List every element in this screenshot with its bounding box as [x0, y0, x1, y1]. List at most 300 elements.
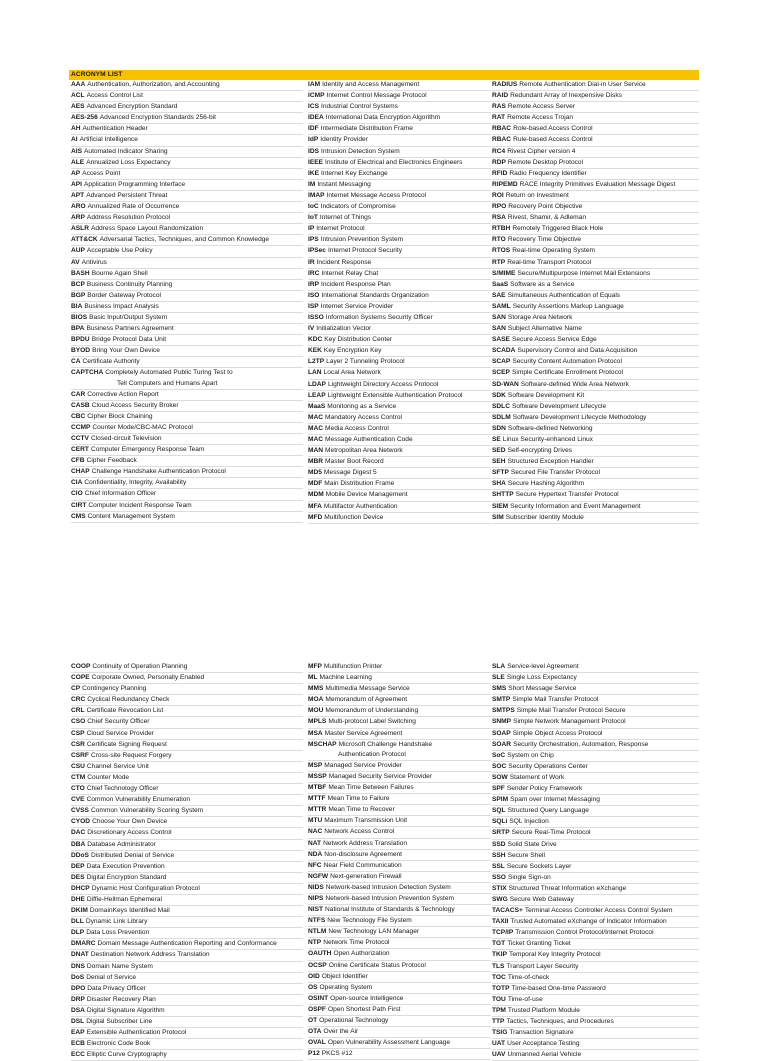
acronym-abbr: TOC — [492, 973, 506, 981]
acronym-definition: Lightweight Extensible Authentication Protocol — [327, 391, 463, 399]
acronym-abbr: CRC — [71, 696, 86, 704]
acronym-entry — [492, 158, 699, 169]
acronym-abbr: IDF — [308, 125, 319, 133]
acronym-entry — [308, 961, 491, 972]
acronym-definition: Real-time Transport Protocol — [507, 258, 592, 266]
acronym-entry — [71, 390, 303, 401]
acronym-definition: Choose Your Own Device — [92, 818, 168, 826]
acronym-abbr: ECC — [71, 1051, 85, 1059]
acronym-abbr: CASB — [71, 401, 90, 409]
acronym-entry — [71, 706, 303, 717]
acronym-entry — [308, 816, 491, 827]
acronym-abbr: LDAP — [308, 380, 326, 388]
acronym-definition: Cipher Feedback — [86, 457, 137, 465]
acronym-abbr: NFC — [308, 861, 322, 869]
acronym-abbr: NIST — [308, 906, 324, 914]
acronym-definition: Network-based Intrusion Prevention System — [325, 894, 455, 902]
acronym-definition: Address Resolution Protocol — [86, 214, 171, 222]
acronym-definition: Content Management System — [87, 512, 175, 520]
acronym-abbr: RADIUS — [492, 81, 518, 88]
acronym-abbr: SE — [492, 436, 501, 443]
acronym-entry — [492, 1017, 699, 1028]
acronym-definition: Open Authorization — [333, 950, 390, 958]
acronym-definition: Software Development Lifecycle Methodology — [512, 413, 647, 421]
acronym-entry — [492, 380, 699, 391]
acronym-definition: Bridge Protocol Data Unit — [91, 336, 167, 344]
acronym-entry — [492, 884, 699, 895]
acronym-entry — [71, 135, 303, 146]
column-3 — [492, 80, 699, 524]
acronym-abbr: ROI — [492, 191, 504, 199]
acronym-entry — [308, 894, 491, 905]
acronym-entry — [492, 147, 699, 158]
acronym-entry — [492, 490, 699, 501]
acronym-abbr: AES — [71, 103, 85, 111]
acronym-abbr: TKIP — [492, 951, 508, 959]
acronym-abbr: AIS — [71, 147, 82, 155]
acronym-abbr: MSA — [308, 729, 323, 737]
acronym-abbr: LAN — [308, 369, 322, 377]
acronym-abbr: SSL — [492, 862, 505, 870]
acronym-definition: International Data Encryption Algorithm — [325, 114, 441, 122]
acronym-entry — [308, 102, 491, 113]
acronym-definition: Advanced Persistent Threat — [86, 191, 168, 199]
acronym-entry — [492, 939, 699, 950]
acronym-definition: Internet of Things — [319, 214, 372, 222]
acronym-entry — [492, 91, 699, 102]
acronym-abbr: APT — [71, 191, 85, 199]
acronym-definition: Contingency Planning — [82, 685, 147, 693]
acronym-abbr: SASE — [492, 336, 510, 344]
acronym-entry — [308, 673, 491, 684]
acronym-abbr: MTTF — [308, 795, 326, 803]
acronym-definition: Software Development Kit — [507, 391, 585, 399]
acronym-definition: Acceptable Use Policy — [86, 247, 153, 255]
acronym-definition: Local Area Network — [323, 369, 381, 377]
acronym-definition: Address Space Layout Randomization — [90, 225, 204, 233]
column-3 — [492, 662, 699, 1061]
acronym-entry — [71, 258, 303, 269]
acronym-entry — [492, 851, 699, 862]
acronym-entry — [71, 751, 303, 762]
acronym-entry — [308, 1027, 491, 1038]
acronym-abbr: SCAP — [492, 358, 511, 366]
acronym-abbr: SIEM — [492, 502, 509, 510]
acronym-entry — [71, 784, 303, 795]
acronym-definition: Remote Authentication Dial-in User Service — [519, 81, 646, 88]
acronym-entry — [308, 202, 491, 213]
acronym-abbr: MSCHAP — [308, 740, 337, 748]
acronym-abbr: ICS — [308, 103, 319, 111]
acronym-definition: Transaction Signature — [509, 1029, 574, 1037]
acronym-definition: National Institute of Standards & Technology — [325, 906, 455, 914]
acronym-definition: Security Content Automation Protocol — [512, 358, 622, 366]
acronym-abbr: OT — [308, 1017, 318, 1024]
acronym-definition: Solid State Drive — [507, 840, 557, 848]
acronym-abbr: BASH — [71, 269, 90, 277]
acronym-definition: Role-based Access Control — [513, 125, 593, 133]
acronym-definition: Over the Air — [323, 1028, 359, 1036]
acronym-entry — [308, 729, 491, 740]
acronym-definition: Redundant Array of Inexpensive Disks — [510, 92, 622, 100]
acronym-abbr: RAID — [492, 92, 509, 100]
acronym-abbr: MAN — [308, 447, 324, 455]
acronym-abbr: CAPTCHA — [71, 369, 104, 377]
acronym-entry — [308, 468, 491, 479]
acronym-entry — [492, 1050, 699, 1061]
acronym-abbr: MSP — [308, 761, 323, 769]
acronym-definition: Cloud Service Provider — [86, 729, 154, 737]
acronym-definition: Application Programming Interface — [84, 180, 186, 188]
acronym-abbr: RTP — [492, 258, 506, 266]
acronym-entry — [492, 695, 699, 706]
acronym-entry — [308, 750, 491, 761]
acronym-abbr: MOA — [308, 696, 324, 704]
acronym-entry — [492, 113, 699, 124]
acronym-definition: Diffie-Hellman Ephemeral — [86, 895, 162, 903]
acronym-entry — [308, 180, 491, 191]
acronym-abbr: CIO — [71, 490, 83, 498]
acronym-entry — [71, 280, 303, 291]
acronym-definition: Media Access Control — [325, 424, 389, 432]
acronym-entry — [492, 291, 699, 302]
acronym-definition: Cyclical Redundancy Check — [87, 696, 170, 704]
acronym-definition: Intermediate Distribution Frame — [320, 125, 413, 133]
acronym-entry — [492, 446, 699, 457]
acronym-abbr: SPF — [492, 785, 505, 793]
acronym-abbr: MPLS — [308, 718, 327, 726]
acronym-entry — [308, 916, 491, 927]
acronym-abbr: ICMP — [308, 92, 325, 100]
acronym-entry — [308, 1049, 491, 1060]
acronym-abbr: MDF — [308, 480, 323, 488]
acronym-entry — [71, 180, 303, 191]
acronym-definition: Simple Object Access Protocol — [512, 729, 603, 737]
acronym-abbr: CA — [71, 358, 81, 366]
acronym-entry — [308, 1016, 491, 1027]
acronym-definition: Multifactor Authentication — [323, 502, 398, 510]
acronym-entry — [308, 124, 491, 135]
acronym-definition: Tactics, Techniques, and Procedures — [506, 1018, 614, 1025]
acronym-definition: Continuity of Operation Planning — [92, 663, 188, 670]
acronym-entry — [492, 928, 699, 939]
acronym-entry — [492, 751, 699, 762]
acronym-entry — [71, 851, 303, 862]
acronym-entry — [492, 906, 699, 917]
acronym-abbr: CSRF — [71, 751, 89, 759]
acronym-definition: Trusted Automated eXchange of Indicator Information — [510, 918, 667, 926]
acronym-definition: Basic Input/Output System — [89, 313, 168, 321]
acronym-entry — [492, 806, 699, 817]
acronym-abbr: SIM — [492, 513, 504, 521]
acronym-entry — [71, 147, 303, 158]
acronym-definition: Initialization Vector — [316, 325, 372, 333]
acronym-definition: Challenge Handshake Authentication Protocol — [91, 468, 226, 476]
acronym-definition: Security Assertions Markup Language — [512, 302, 624, 310]
acronym-abbr: MTU — [308, 817, 323, 825]
acronym-abbr: TAXII — [492, 918, 509, 926]
acronym-entry — [492, 962, 699, 973]
acronym-entry — [492, 828, 699, 839]
acronym-abbr: DSL — [71, 1018, 85, 1025]
acronym-abbr: SMTPS — [492, 707, 515, 715]
acronym-abbr: SQLi — [492, 818, 508, 826]
acronym-abbr: DLP — [71, 929, 85, 937]
acronym-definition: Elliptic Curve Cryptography — [86, 1051, 167, 1059]
acronym-abbr: SFTP — [492, 469, 509, 477]
acronym-abbr: CSU — [71, 762, 85, 770]
acronym-abbr: SAML — [492, 302, 511, 310]
acronym-abbr: COPE — [71, 674, 90, 682]
acronym-entry — [492, 235, 699, 246]
acronym-entry — [71, 762, 303, 773]
acronym-abbr: IRC — [308, 269, 320, 277]
acronym-definition: Computer Incident Response Team — [88, 501, 192, 509]
acronym-entry — [308, 490, 491, 501]
acronym-definition: Open Vulnerability Assessment Language — [327, 1039, 451, 1047]
acronym-definition: Remote Desktop Protocol — [507, 158, 584, 166]
acronym-abbr: SOC — [492, 762, 507, 770]
acronym-abbr: CHAP — [71, 468, 90, 476]
acronym-definition: DomainKeys Identified Mail — [89, 907, 170, 915]
acronym-abbr: RC4 — [492, 147, 506, 155]
acronym-entry — [492, 346, 699, 357]
acronym-entry — [308, 169, 491, 180]
acronym-definition: Data Loss Prevention — [86, 929, 150, 937]
acronym-definition: Security Orchestration, Automation, Response — [513, 740, 649, 748]
acronym-abbr: MD5 — [308, 469, 322, 477]
acronym-definition: Business Impact Analysis — [84, 302, 159, 310]
acronym-entry — [308, 158, 491, 169]
acronym-abbr: RAT — [492, 114, 506, 122]
acronym-entry — [308, 235, 491, 246]
acronym-entry — [492, 684, 699, 695]
acronym-definition: Denial of Service — [86, 973, 137, 981]
acronym-definition: Digital Signature Algorithm — [86, 1006, 165, 1014]
acronym-abbr: MFP — [308, 663, 322, 670]
acronym-definition: Annualized Rate of Occurrence — [87, 203, 180, 211]
acronym-definition: Rivest, Shamir, & Adleman — [507, 214, 586, 222]
acronym-entry — [308, 269, 491, 280]
acronym-definition: Return on Investment — [505, 191, 569, 199]
acronym-definition: Trusted Platform Module — [507, 1006, 580, 1014]
acronym-abbr: SSD — [492, 840, 506, 848]
acronym-abbr: IDS — [308, 147, 319, 155]
acronym-abbr: CVSS — [71, 807, 89, 815]
acronym-definition: Extensible Authentication Protocol — [86, 1029, 187, 1037]
acronym-definition: Database Administrator — [87, 840, 156, 848]
acronym-abbr: DLL — [71, 918, 84, 926]
acronym-entry — [308, 850, 491, 861]
acronym-abbr: TCP/IP — [492, 929, 514, 937]
acronym-entry — [71, 158, 303, 169]
acronym-definition: Remote Access Trojan — [507, 114, 574, 122]
acronym-entry — [308, 827, 491, 838]
acronym-entry — [308, 113, 491, 124]
acronym-abbr: ACL — [71, 92, 85, 100]
acronym-definition: Information Systems Security Officer — [325, 313, 433, 321]
acronym-entry — [308, 684, 491, 695]
acronym-entry — [71, 102, 303, 113]
acronym-entry — [492, 191, 699, 202]
acronym-entry — [71, 1050, 303, 1061]
acronym-abbr: CTM — [71, 773, 86, 781]
acronym-entry — [492, 973, 699, 984]
column-1 — [71, 662, 303, 1061]
acronym-definition: Multifunction Device — [324, 513, 384, 521]
acronym-entry — [492, 324, 699, 335]
acronym-definition: Key Distribution Center — [324, 336, 393, 344]
acronym-abbr: ARO — [71, 203, 86, 211]
acronym-abbr: IPS — [308, 236, 319, 244]
acronym-abbr: MSSP — [308, 772, 327, 780]
acronym-definition: Dynamic Link Library — [85, 918, 148, 926]
acronym-definition: Cloud Access Security Broker — [91, 401, 179, 409]
acronym-definition: Sender Policy Framework — [506, 785, 583, 793]
acronym-definition: Simple Certificate Enrollment Protocol — [511, 369, 624, 377]
acronym-abbr: SSO — [492, 873, 506, 881]
acronym-abbr: DSA — [71, 1006, 85, 1014]
acronym-entry — [308, 479, 491, 490]
acronym-entry — [492, 729, 699, 740]
acronym-definition: Secured File Transfer Protocol — [510, 469, 600, 477]
acronym-entry — [492, 817, 699, 828]
acronym-definition: Artificial Intelligence — [79, 136, 138, 144]
acronym-abbr: IDEA — [308, 114, 324, 122]
acronym-entry — [492, 413, 699, 424]
acronym-definition: Real-time Operating System — [512, 247, 596, 255]
acronym-definition: Intrusion Detection System — [321, 147, 400, 155]
acronym-definition: System on Chip — [507, 751, 554, 759]
acronym-abbr: OVAL — [308, 1039, 326, 1047]
acronym-entry — [71, 684, 303, 695]
acronym-definition: Completely Automated Public Turing Test to — [105, 369, 233, 377]
acronym-entry — [308, 135, 491, 146]
acronym-entry — [308, 883, 491, 894]
column-2 — [308, 662, 491, 1060]
acronym-abbr: SNMP — [492, 718, 512, 726]
acronym-entry — [71, 324, 303, 335]
acronym-abbr: RAS — [492, 103, 506, 111]
acronym-entry — [492, 706, 699, 717]
acronym-entry — [71, 169, 303, 180]
acronym-definition: Internet Service Provider — [320, 302, 394, 310]
acronym-definition: Software Development Lifecycle — [511, 402, 607, 410]
acronym-columns — [69, 662, 699, 1059]
acronym-entry — [492, 917, 699, 928]
acronym-entry — [308, 1005, 491, 1016]
acronym-entry — [71, 895, 303, 906]
acronym-abbr: SDN — [492, 424, 506, 432]
acronym-abbr: OS — [308, 983, 318, 991]
acronym-abbr: ARP — [71, 214, 85, 222]
acronym-entry — [492, 258, 699, 269]
acronym-entry — [308, 80, 491, 91]
acronym-abbr: TGT — [492, 940, 506, 948]
acronym-definition: Object Identifier — [321, 972, 368, 980]
acronym-definition: Destination Network Address Translation — [90, 951, 210, 959]
acronym-entry — [492, 335, 699, 346]
acronym-definition: Master Service Agreement — [324, 729, 403, 737]
acronym-abbr: IM — [308, 180, 316, 188]
acronym-entry — [71, 828, 303, 839]
acronym-definition: Domain Message Authentication Reporting and Conformance — [97, 940, 277, 948]
acronym-entry — [492, 795, 699, 806]
acronym-definition: Self-encrypting Drives — [507, 447, 573, 455]
acronym-definition: Time-of-check — [507, 973, 550, 981]
acronym-definition: Service-level Agreement — [507, 663, 579, 670]
acronym-abbr: DPO — [71, 984, 86, 992]
acronym-abbr: SED — [492, 447, 506, 455]
acronym-entry — [492, 424, 699, 435]
acronym-definition: Certificate Signing Request — [86, 740, 167, 748]
acronym-abbr: NGFW — [308, 872, 329, 880]
acronym-abbr: AUP — [71, 247, 85, 255]
acronym-definition: Mean Time to Failure — [327, 795, 390, 803]
acronym-abbr: SMTP — [492, 696, 511, 704]
acronym-abbr: IKE — [308, 169, 319, 177]
acronym-definition: Internet Control Message Protocol — [326, 92, 427, 100]
acronym-definition: Intrusion Prevention System — [320, 236, 404, 244]
acronym-entry — [308, 224, 491, 235]
acronym-entry — [492, 180, 699, 191]
acronym-entry — [71, 806, 303, 817]
acronym-abbr: SEH — [492, 458, 506, 466]
acronym-definition: Indicators of Compromise — [320, 203, 396, 211]
acronym-entry — [308, 357, 491, 368]
acronym-entry — [492, 984, 699, 995]
acronym-entry — [308, 772, 491, 783]
acronym-abbr: IR — [308, 258, 315, 266]
acronym-entry — [71, 962, 303, 973]
acronym-definition: Structured Query Language — [507, 807, 589, 815]
acronym-definition: Main Distribution Frame — [324, 480, 395, 488]
acronym-entry — [71, 729, 303, 740]
acronym-abbr: CBC — [71, 412, 86, 420]
acronym-abbr: IMAP — [308, 191, 325, 199]
acronym-abbr: SOAP — [492, 729, 511, 737]
acronym-definition: Structured Exception Handler — [507, 458, 594, 466]
acronym-definition: Cipher Block Chaining — [87, 412, 153, 420]
acronym-entry — [492, 784, 699, 795]
acronym-definition: Advanced Encryption Standards 256-bit — [99, 114, 216, 122]
acronym-definition: Closed-circuit Television — [90, 435, 162, 442]
acronym-entry — [492, 269, 699, 280]
acronym-abbr: IPSec — [308, 247, 326, 255]
acronym-entry — [308, 313, 491, 324]
acronym-abbr: SoC — [492, 751, 506, 759]
acronym-definition: Cross-site Request Forgery — [90, 751, 172, 759]
acronym-definition: Distributed Denial of Service — [90, 851, 175, 859]
acronym-entry — [492, 773, 699, 784]
acronym-entry — [71, 773, 303, 784]
acronym-definition: Key Encryption Key — [323, 347, 382, 355]
acronym-abbr: TOTP — [492, 984, 510, 992]
acronym-abbr: CMS — [71, 512, 86, 520]
acronym-abbr: SAE — [492, 291, 506, 299]
acronym-entry — [71, 213, 303, 224]
acronym-definition: Common Vulnerability Scoring System — [90, 807, 204, 815]
acronym-definition: New Technology LAN Manager — [328, 928, 420, 936]
acronym-definition: Single Loss Expectancy — [506, 674, 577, 682]
acronym-abbr: RIPEMD — [492, 180, 518, 188]
acronym-definition: Recovery Point Objective — [508, 203, 583, 211]
acronym-entry — [492, 895, 699, 906]
acronym-definition: Identity and Access Management — [322, 81, 420, 88]
acronym-entry — [308, 662, 491, 673]
acronym-definition: Rule-based Access Control — [513, 136, 593, 144]
acronym-abbr: DDoS — [71, 851, 89, 859]
